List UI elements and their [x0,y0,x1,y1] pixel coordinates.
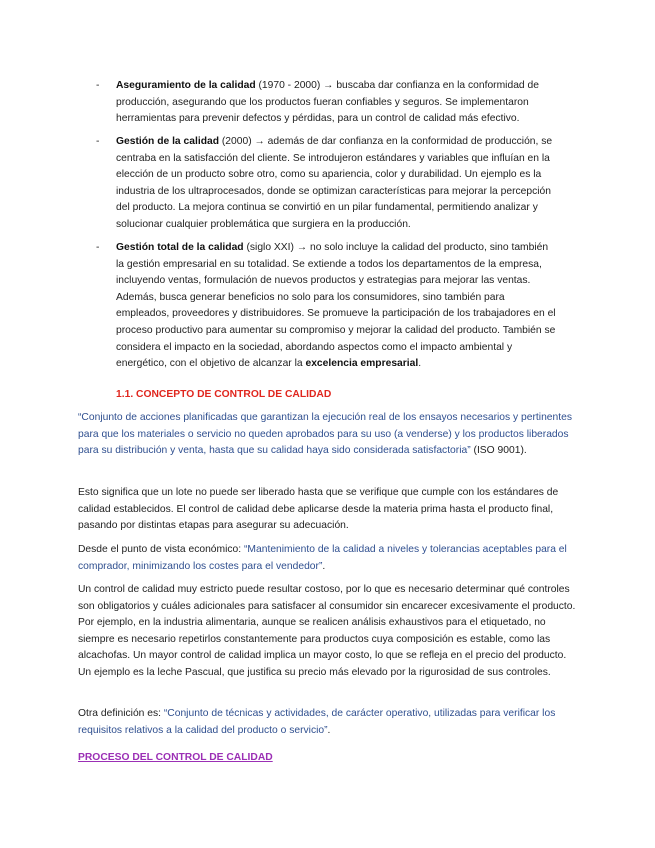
bullet-term: Gestión de la calidad [116,136,219,147]
section-heading-concept: 1.1. CONCEPTO DE CONTROL DE CALIDAD [116,389,332,400]
economic-end: . [322,560,326,572]
bullet-term: Gestión total de la calidad [116,242,244,253]
bullet-text [116,134,556,234]
paragraph-cost: Un control de calidad muy estricto puede resultar costoso, por lo que es necesario determinar qué controles son obligatorios y cuáles adicionales para satisfacer al consumidor sin encarecer excesivamente el producto. Por ejemplo, en la industria alimentaria, aunque se realicen análisis exhaustivos para el etiquetado, no siempre es necesario repetirlos constantemente para productos cuya composición es estable, como las alcachofas. Un mayor control de calidad implica un mayor costo, lo que se refleja en el precio del producto. Un ejemplo es la leche Pascual, que justifica su precio más elevado por la rigurosidad de sus controles. [78,584,576,678]
definition-paragraph [78,410,578,460]
paragraph-lote: Esto significa que un lote no puede ser liberado hasta que se verifique que cumple con los estándares de calidad establecidos. El control de calidad debe aplicarse desde la materia prima hasta el producto final, pasando por distintas etapas para asegurar su adecuación. [78,487,559,532]
economic-quote: “Mantenimiento de la calidad a niveles y tolerancias aceptables para el comprador, minimizando los costes para el vendedor” [78,544,567,572]
bullet-aseguramiento [96,78,556,128]
bullet-text [116,78,556,128]
bullet-dash: - [96,136,100,147]
bullet-dash: - [96,80,100,91]
other-intro: Otra definición es: [78,708,164,719]
bullet-description: (2000) → además de dar confianza en la conformidad de producción, se centraba en la satisfacción del cliente. Se introdujeron estándares y variables que influían en la elección de un producto sobre otro, como su apariencia, color y durabilidad. Un ejemplo es la industria de los ultraprocesados, donde se optimizan características para mejorar la percepción del producto. La mejora continua se convirtió en un pilar fundamental, permitiendo analizar y solucionar cualquier problemática que surgiera en la producción. [116,136,553,230]
bullet-gestion [96,134,556,234]
bullet-period: . [418,358,422,370]
bullet-dash: - [96,242,100,253]
economic-paragraph [78,542,578,575]
other-end: . [327,724,331,736]
economic-intro: Desde el punto de vista económico: [78,544,244,555]
bullet-description: (siglo XXI) → no solo incluye la calidad del producto, sino también la gestión empresarial en su totalidad. Se extiende a todos los departamentos de la empresa, incluyendo ventas, formulación de nuevos productos y estrategias para mejorar las ventas. Además, busca generar beneficios no solo para los consumidores, sino también para empleados, proveedores y distribuidores. Se promueve la participación de los trabajadores en el proceso productivo para aumentar su compromiso y mejorar la calidad del producto. También se considera el impacto en la sociedad, abordando aspectos como el impacto ambiental y energético, con el objetivo de alcanzar la [116,242,556,370]
definition-quote: “Conjunto de acciones planificadas que garantizan la ejecución real de los ensayos necesarios y pertinentes para que los materiales o servicio no queden aprobados para su uso (a venderse) y los productos liberados para su distribución y venta, hasta que su calidad haya sido considerada satisfactoria” [78,412,572,457]
other-definition-paragraph [78,706,578,739]
bullet-text [116,240,556,373]
bullet-term-end: excelencia empresarial [305,358,419,370]
section-heading-process: PROCESO DEL CONTROL DE CALIDAD [78,752,273,763]
other-quote: “Conjunto de técnicas y actividades, de carácter operativo, utilizadas para verificar los requisitos relativos a la calidad del producto o servicio” [78,708,556,736]
definition-source: (ISO 9001). [470,445,527,457]
bullet-gestion-total [96,240,556,373]
bullet-term: Aseguramiento de la calidad [116,80,256,91]
bullet-description: (1970 - 2000) → buscaba dar confianza en la conformidad de producción, asegurando que los productos fueran confiables y seguros. Se implementaron herramientas para prevenir defectos y pérdidas, para un control de calidad más efectivo. [116,80,539,125]
